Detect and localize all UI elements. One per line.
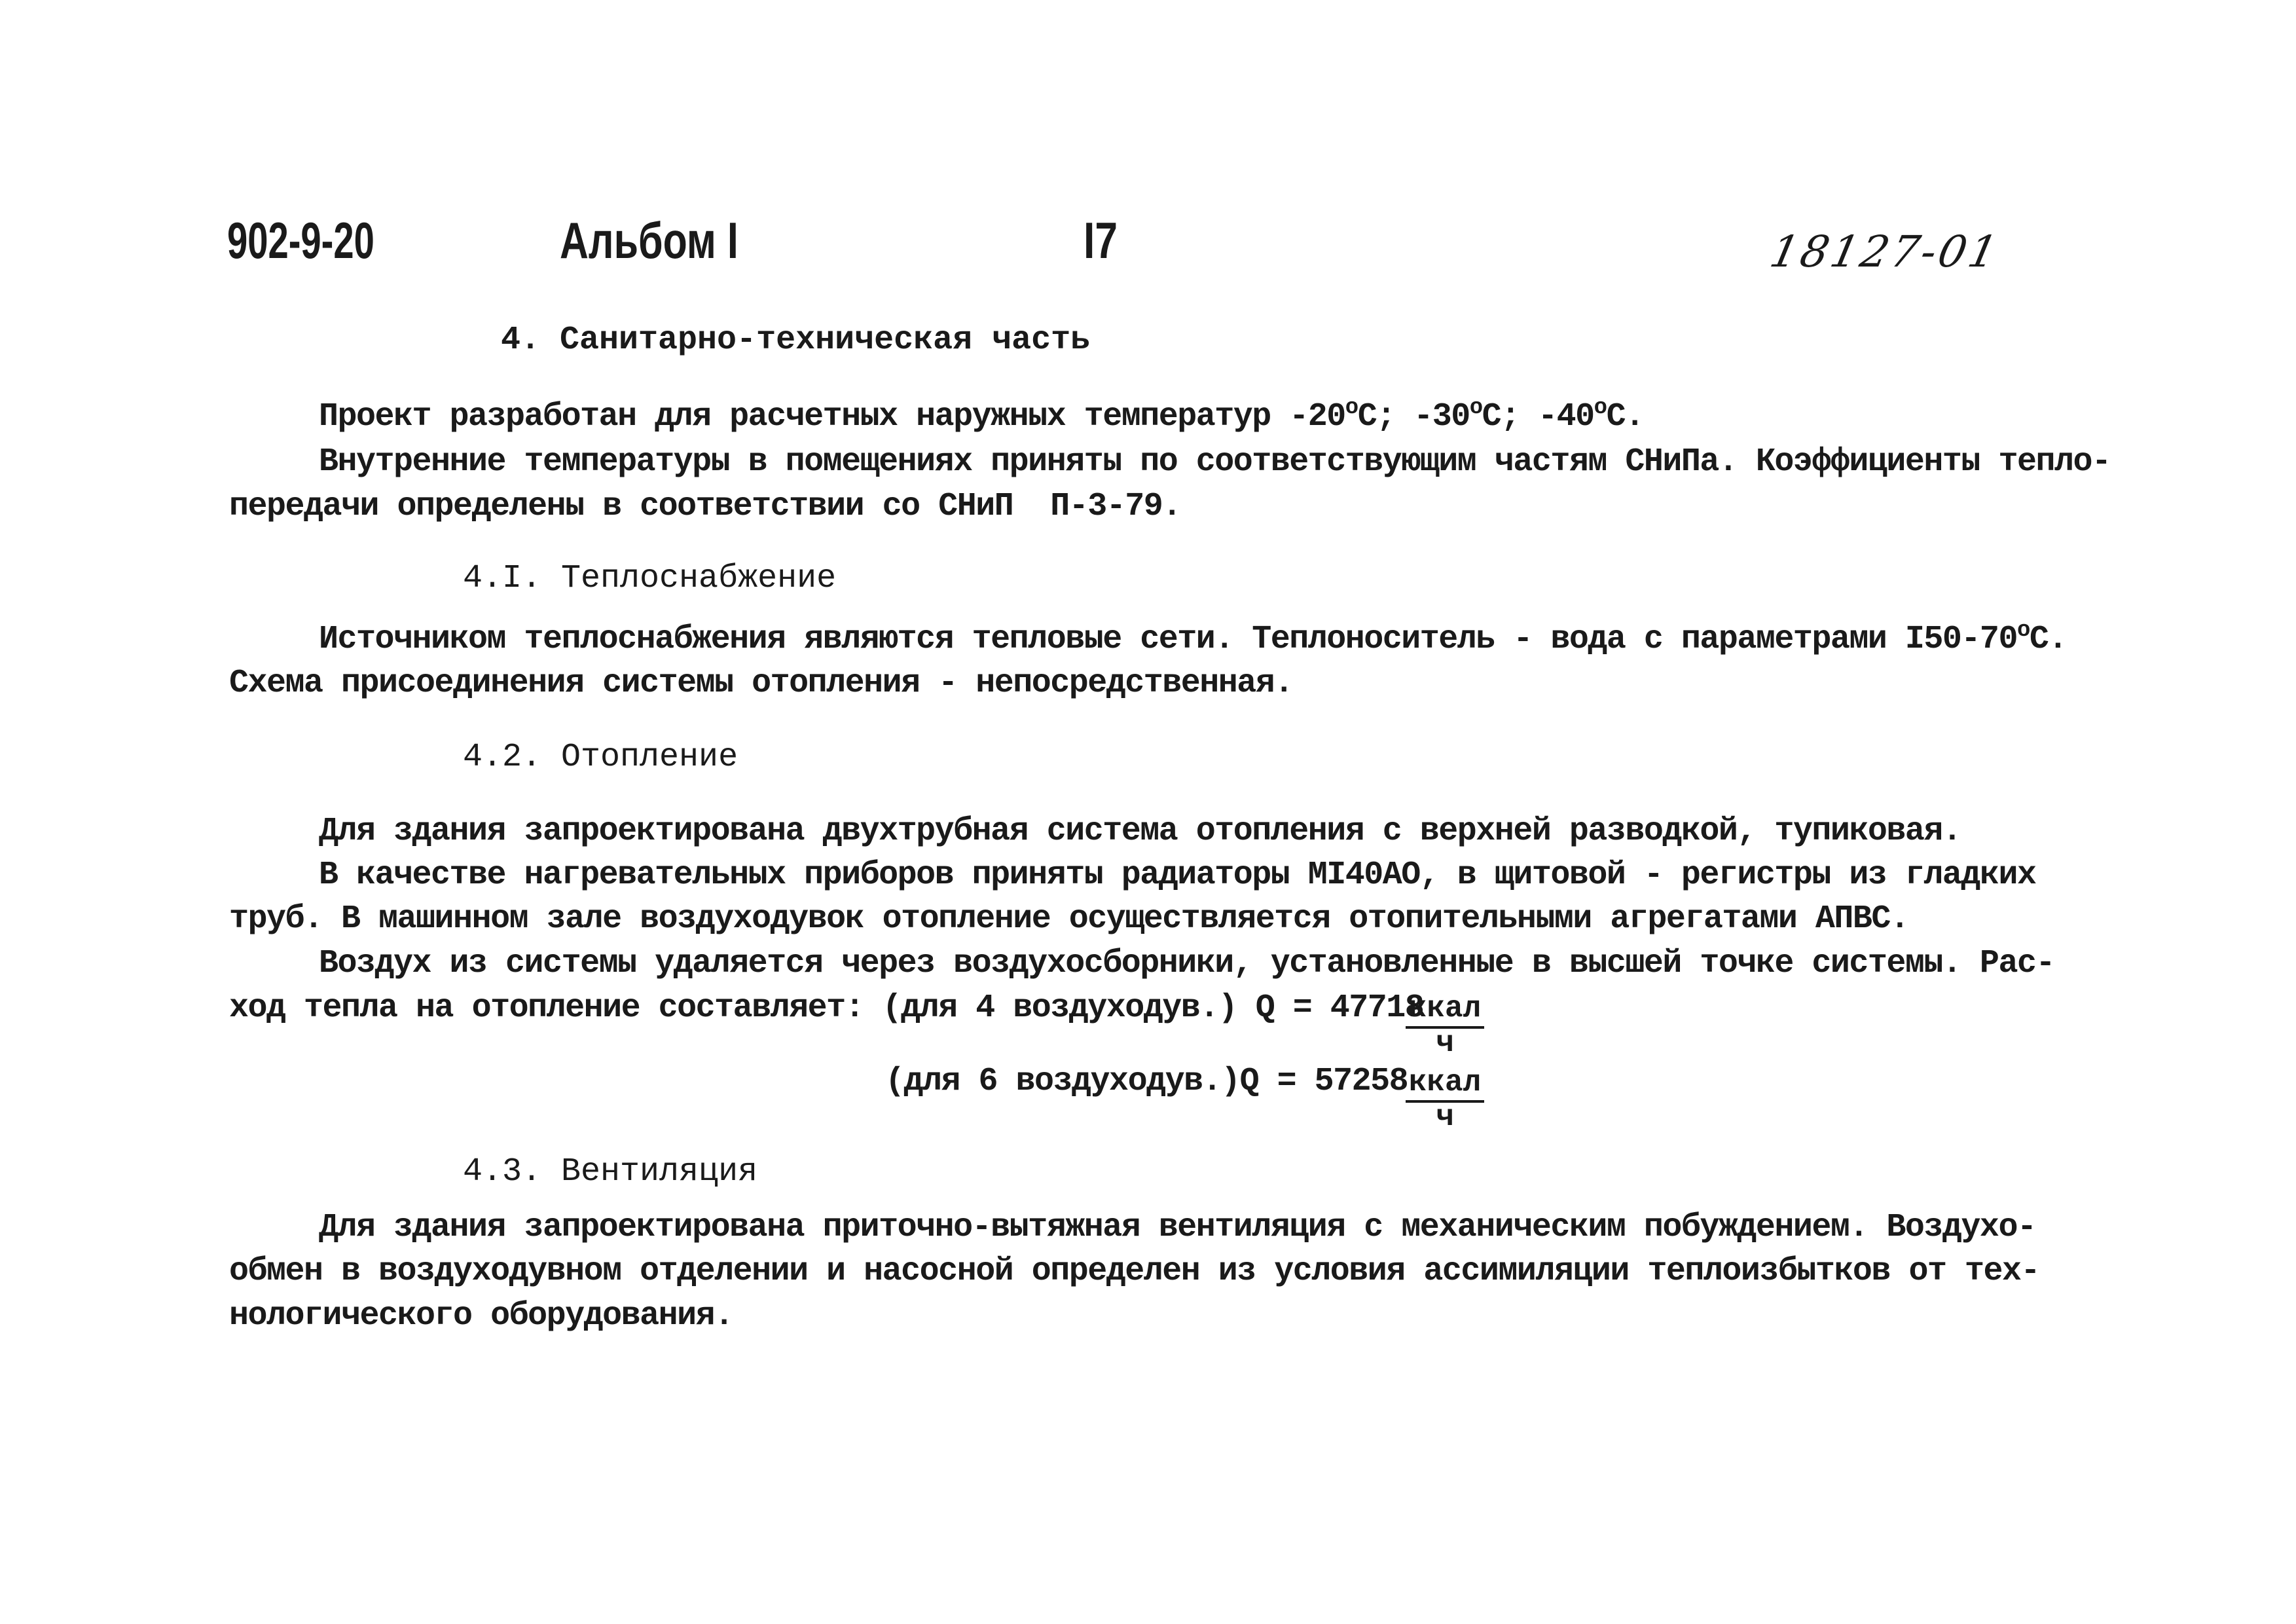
heat-rate-unit-2: ккал ч bbox=[1406, 1065, 1484, 1132]
intro-line-1: Проект разработан для расчетных наружных температур -20$^o$C; -30$^o$C; -40$^o$C. bbox=[319, 396, 1644, 435]
section-title: 4. Санитарно-техническая часть bbox=[501, 322, 1091, 359]
heating-line-1: Для здания запроектирована двухтрубная система отопления с верхней разводкой, тупиковая. bbox=[319, 813, 1961, 850]
handwritten-inventory-number: 18127-01 bbox=[1765, 227, 2005, 277]
intro-line-3: передачи определены в соответствии со СНиП П-3-79. bbox=[229, 488, 1181, 525]
subsection-title-ventilation: 4.3. Вентиляция bbox=[463, 1153, 758, 1190]
heating-line-2: В качестве нагревательных приборов приняты радиаторы МI40АО, в щитовой - регистры из гладких bbox=[319, 857, 2036, 894]
ventilation-line-1: Для здания запроектирована приточно-вытяжная вентиляция с механическим побуждением. Воздухо- bbox=[319, 1209, 2036, 1246]
heat-rate-unit-1: ккал ч bbox=[1406, 991, 1484, 1058]
subsection-title-heating: 4.2. Отопление bbox=[463, 739, 738, 776]
document-code: 902-9-20 bbox=[227, 212, 374, 269]
ventilation-line-3: нологического оборудования. bbox=[229, 1297, 733, 1335]
heating-line-3: труб. В машинном зале воздуходувок отопление осуществляется отопительными агрегатами АПВС. bbox=[229, 900, 1909, 938]
heating-line-5: ход тепла на отопление составляет: (для 4 воздуходув.) Q = 47718 bbox=[229, 989, 1424, 1027]
ventilation-line-2: обмен в воздуходувном отделении и насосной определен из условия ассимиляции теплоизбытков от тех- bbox=[229, 1253, 2039, 1290]
heating-line-4: Воздух из системы удаляется через воздухосборники, установленные в высшей точке системы. Рас- bbox=[319, 945, 2054, 982]
album-label: Альбом I bbox=[560, 212, 738, 269]
heat-supply-line-2: Схема присоединения системы отопления - непосредственная. bbox=[229, 665, 1293, 702]
heat-supply-line-1: Источником теплоснабжения являются тепловые сети. Теплоноситель - вода с параметрами I50-70$^o$C. bbox=[319, 618, 2067, 658]
heating-line-6: (для 6 воздуходув.)Q = 57258 bbox=[885, 1063, 1408, 1100]
subsection-title-heat-supply: 4.I. Теплоснабжение bbox=[463, 560, 837, 597]
intro-line-2: Внутренние температуры в помещениях приняты по соответствующим частям СНиПа. Коэффициенты тепло- bbox=[319, 443, 2111, 481]
page-number: I7 bbox=[1084, 212, 1118, 269]
